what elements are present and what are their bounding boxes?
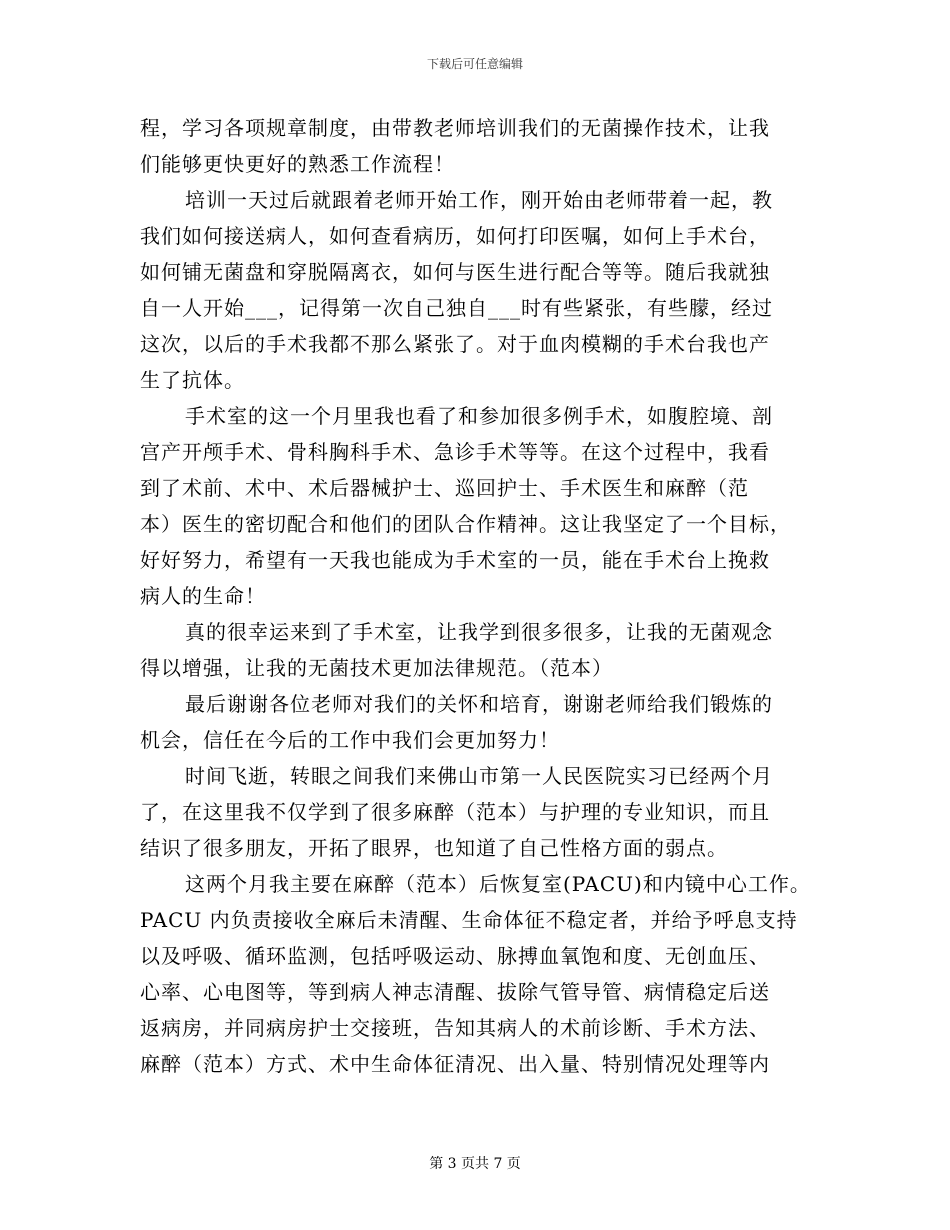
text-line: 病人的生命！ — [140, 584, 266, 608]
text-line: 麻醉（范本）方式、术中生命体征清况、出入量、特别情况处理等内 — [140, 1052, 770, 1076]
text-line: 好好努力，希望有一天我也能成为手术室的一员，能在手术台上挽救 — [140, 548, 770, 572]
text-line: 心率、心电图等，等到病人神志清醒、拔除气管导管、病情稳定后送 — [140, 980, 770, 1004]
text-line: 以及呼吸、循环监测，包括呼吸运动、脉搏血氧饱和度、无创血压、 — [140, 944, 770, 968]
text-line: 时间飞逝，转眼之间我们来佛山市第一人民医院实习已经两个月 — [185, 764, 773, 788]
text-line: 本）医生的密切配合和他们的团队合作精神。这让我坚定了一个目标， — [140, 512, 791, 536]
text-line: 了，在这里我不仅学到了很多麻醉（范本）与护理的专业知识，而且 — [140, 800, 770, 824]
text-line: 机会，信任在今后的工作中我们会更加努力！ — [140, 728, 560, 752]
text-line: 得以增强，让我的无菌技术更加法律规范。（范本） — [140, 656, 613, 680]
text-line: 我们如何接送病人，如何查看病历，如何打印医嘱，如何上手术台， — [140, 224, 770, 248]
text-line: 返病房，并同病房护士交接班，告知其病人的术前诊断、手术方法、 — [140, 1016, 770, 1040]
text-line: 真的很幸运来到了手术室，让我学到很多很多，让我的无菌观念 — [185, 620, 773, 644]
text-line: PACU 内负责接收全麻后未清醒、生命体征不稳定者，并给予呼息支持 — [140, 908, 798, 932]
text-line: 结识了很多朋友，开拓了眼界，也知道了自己性格方面的弱点。 — [140, 836, 728, 860]
text-line: 程，学习各项规章制度，由带教老师培训我们的无菌操作技术，让我 — [140, 116, 770, 140]
document-body — [140, 110, 812, 1082]
text-line: 们能够更快更好的熟悉工作流程！ — [140, 152, 455, 176]
text-line: 生了抗体。 — [140, 368, 245, 392]
text-line: 自一人开始___，记得第一次自己独自___时有些紧张，有些朦，经过 — [140, 296, 773, 320]
text-line: 培训一天过后就跟着老师开始工作，刚开始由老师带着一起，教 — [185, 188, 773, 212]
text-line: 宫产开颅手术、骨科胸科手术、急诊手术等等。在这个过程中，我看 — [140, 440, 770, 464]
page-header: 下载后可任意编辑 — [426, 57, 523, 71]
text-line: 手术室的这一个月里我也看了和参加很多例手术，如腹腔境、剖 — [185, 404, 773, 428]
page-footer: 第 3 页共 7 页 — [429, 1156, 521, 1172]
text-line: 到了术前、术中、术后器械护士、巡回护士、手术医生和麻醉（范 — [140, 476, 749, 500]
text-line: 这两个月我主要在麻醉（范本）后恢复室(PACU)和内镜中心工作。 — [185, 872, 811, 896]
text-line: 最后谢谢各位老师对我们的关怀和培育，谢谢老师给我们锻炼的 — [185, 692, 773, 716]
text-line: 如何铺无菌盘和穿脱隔离衣，如何与医生进行配合等等。随后我就独 — [140, 260, 770, 284]
text-line: 这次，以后的手术我都不那么紧张了。对于血肉模糊的手术台我也产 — [140, 332, 770, 356]
